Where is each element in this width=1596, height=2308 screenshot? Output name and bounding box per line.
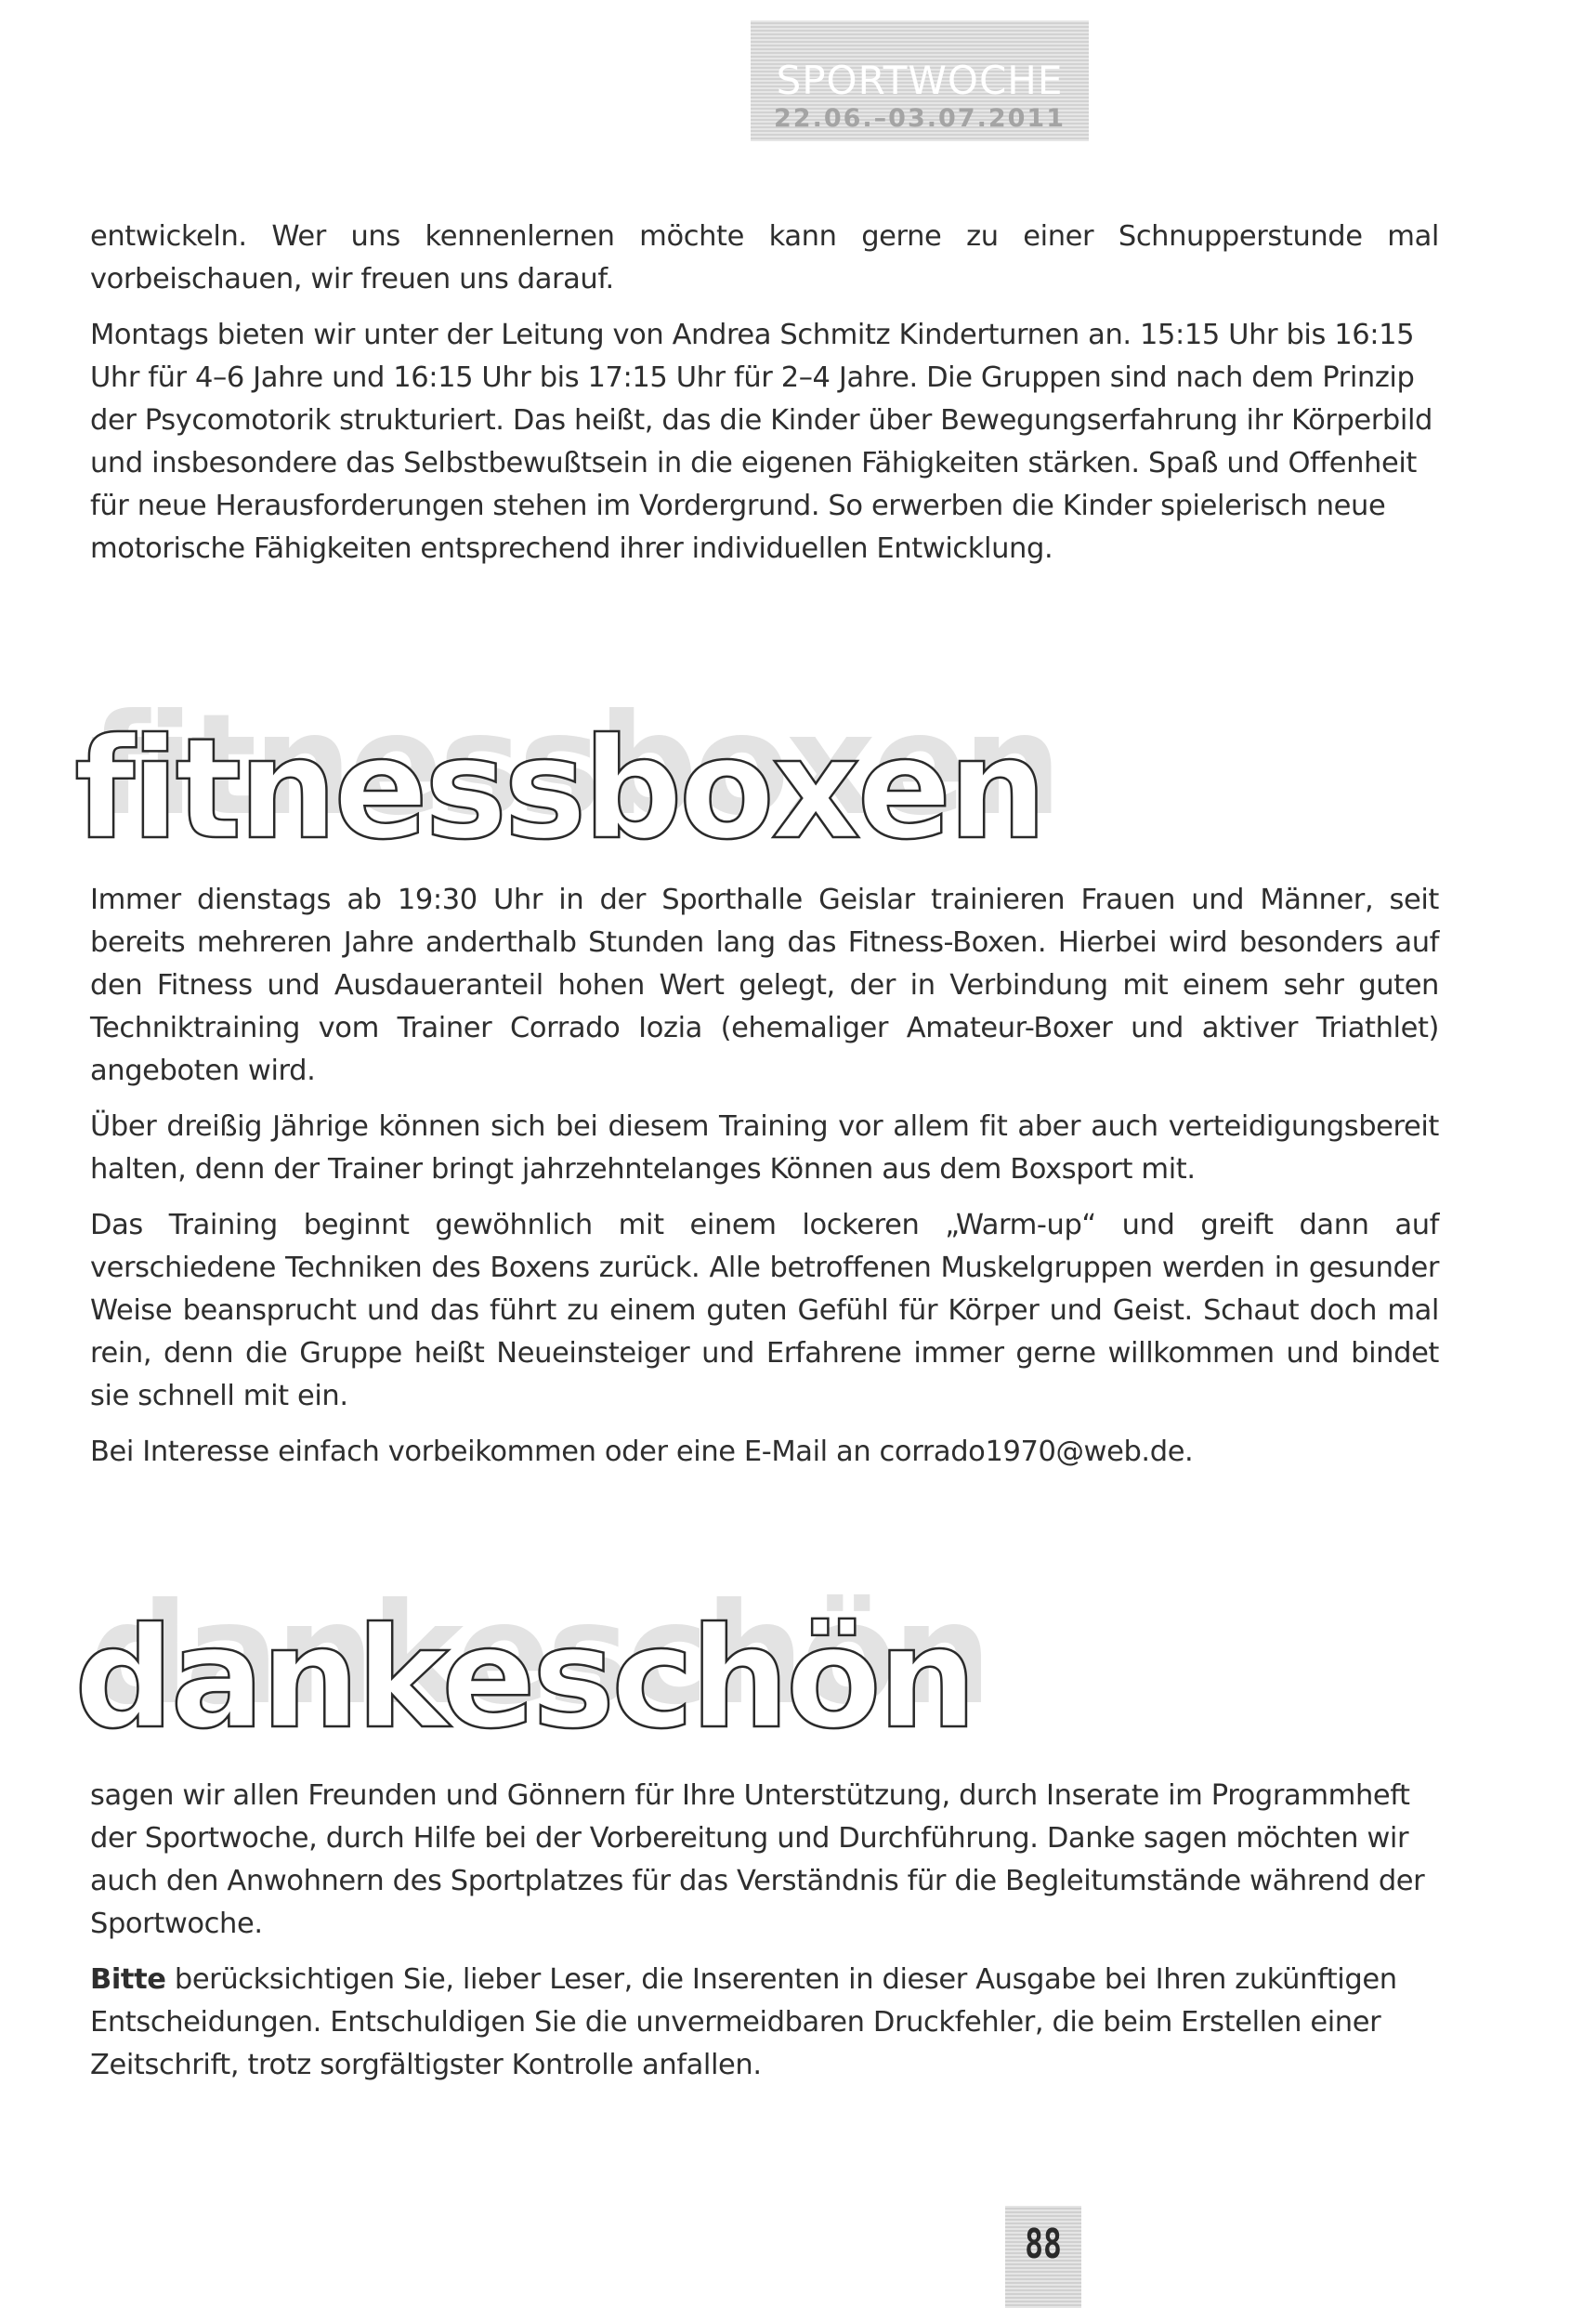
header-banner <box>751 20 1089 141</box>
header-title: SPORTWOCHE <box>776 58 1064 103</box>
dankeschoen-heading: dankeschön <box>74 1598 974 1760</box>
fitness-paragraph-3: Das Training beginnt gewöhnlich mit einem lockeren „Warm-up“ und greift dann auf verschiedene Techniken des Boxens zurück. Alle betroffenen Muskelgruppen werden in gesunder Weise beansprucht und das führt zu einem guten Gefühl für Körper und Geist. Schaut doch mal rein, denn die Gruppe heißt Neueinsteiger und Erfahrene immer gerne willkommen und bindet sie schnell mit ein. <box>90 1209 1439 1412</box>
bitte-bold: Bitte <box>90 1963 166 1996</box>
fitness-paragraph-1: Immer dienstags ab 19:30 Uhr in der Sporthalle Geislar trainieren Frauen und Männer, seit bereits mehreren Jahre anderthalb Stunden lang das Fitness-Boxen. Hierbei wird besonders auf den Fitness und Ausdaueranteil hohen Wert gelegt, der in Verbindung mit einem sehr guten Techniktraining vom Trainer Corrado Iozia (ehemaliger Amateur-Boxer und aktiver Triathlet) angeboten wird. <box>90 884 1439 1087</box>
fitness-paragraph-4: Bei Interesse einfach vorbeikommen oder eine E-Mail an corrado1970@web.de. <box>90 1436 1194 1468</box>
page-number-box <box>1005 2206 1081 2308</box>
fitnessboxen-heading: fitnessboxen <box>74 709 1044 871</box>
page-number: 88 <box>1025 2221 1062 2268</box>
thanks-paragraph-2-text: berücksichtigen Sie, lieber Leser, die Inserenten in dieser Ausgabe bei Ihren zukünftigen Entscheidungen. Entschuldigen Sie die unvermeidbaren Druckfehler, die beim Erstellen einer Zeitschrift, trotz sorgfältigster Kontrolle anfallen. <box>90 1963 1397 2081</box>
thanks-paragraph-2 <box>90 1959 1439 2087</box>
intro-section <box>90 216 1439 584</box>
fitnessboxen-section <box>90 879 1439 1487</box>
intro-paragraph-1: entwickeln. Wer uns kennenlernen möchte kann gerne zu einer Schnupperstunde mal vorbeischauen, wir freuen uns darauf. <box>90 220 1439 295</box>
thanks-section <box>90 1775 1439 2100</box>
intro-paragraph-2: Montags bieten wir unter der Leitung von Andrea Schmitz Kinderturnen an. 15:15 Uhr bis 16:15 Uhr für 4–6 Jahre und 16:15 Uhr bis 17:15 Uhr für 2–4 Jahre. Die Gruppen sind nach dem Prinzip der Psycomotorik strukturiert. Das heißt, das die Kinder über Bewegungserfahrung ihr Körperbild und insbesondere das Selbstbewußtsein in die eigenen Fähigkeiten stärken. Spaß und Offenheit für neue Herausforderungen stehen im Vordergrund. So erwerben die Kinder spielerisch neue motorische Fähigkeiten entsprechend ihrer individuellen Entwicklung. <box>90 319 1433 565</box>
header-date: 22.06.–03.07.2011 <box>774 104 1066 133</box>
fitness-paragraph-2: Über dreißig Jährige können sich bei diesem Training vor allem fit aber auch verteidigungsbereit halten, denn der Trainer bringt jahrzehntelanges Können aus dem Boxsport mit. <box>90 1110 1439 1186</box>
thanks-paragraph-1: sagen wir allen Freunden und Gönnern für Ihre Unterstützung, durch Inserate im Programmheft der Sportwoche, durch Hilfe bei der Vorbereitung und Durchführung. Danke sagen möchten wir auch den Anwohnern des Sportplatzes für das Verständnis für die Begleitumstände während der Sportwoche. <box>90 1779 1425 1940</box>
